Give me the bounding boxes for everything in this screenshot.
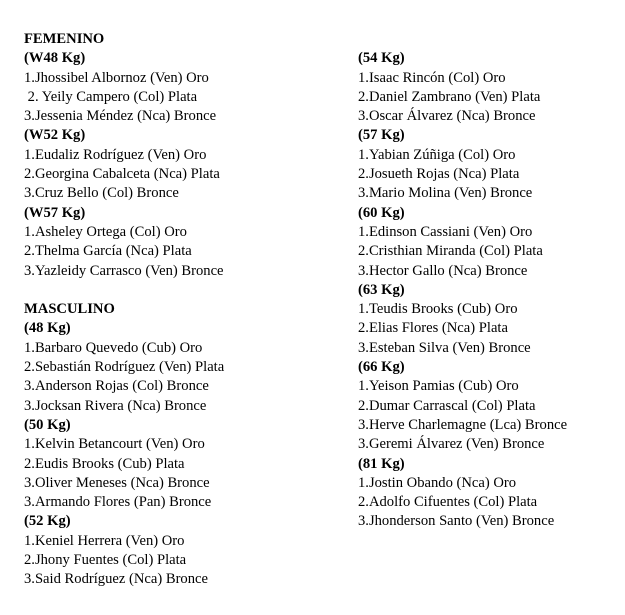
result-line: 3.Geremi Álvarez (Ven) Bronce [358, 436, 545, 453]
weight-class-heading-w48-kg: (W48 Kg) [24, 50, 86, 67]
result-line: 3.Said Rodríguez (Nca) Bronce [24, 571, 208, 588]
result-line: 2.Jhony Fuentes (Col) Plata [24, 552, 187, 569]
result-line: 2.Eudis Brooks (Cub) Plata [24, 455, 185, 472]
result-line: 3.Cruz Bello (Col) Bronce [24, 185, 179, 202]
result-line: 1.Barbaro Quevedo (Cub) Oro [24, 339, 203, 356]
result-line: 3.Herve Charlemagne (Lca) Bronce [358, 416, 568, 433]
result-line: 2.Elias Flores (Nca) Plata [358, 320, 508, 337]
left-column [24, 30, 344, 590]
result-line: 3.Mario Molina (Ven) Bronce [358, 185, 533, 202]
result-line: 1.Kelvin Betancourt (Ven) Oro [24, 436, 205, 453]
weight-class-heading-81-kg: (81 Kg) [358, 455, 405, 472]
weight-class-heading-57-kg: (57 Kg) [358, 127, 405, 144]
result-line: 2.Sebastián Rodríguez (Ven) Plata [24, 359, 225, 376]
result-line: 3.Esteban Silva (Ven) Bronce [358, 339, 531, 356]
weight-class-heading-w57-kg: (W57 Kg) [24, 204, 86, 221]
result-line: 2.Cristhian Miranda (Col) Plata [358, 243, 543, 260]
spacer [24, 281, 344, 300]
result-line: 1.Edinson Cassiani (Ven) Oro [358, 223, 533, 240]
weight-class-heading-50-kg: (50 Kg) [24, 416, 71, 433]
weight-class-heading-66-kg: (66 Kg) [358, 359, 405, 376]
result-line: 1.Yeison Pamias (Cub) Oro [358, 378, 519, 395]
weight-class-heading-52-kg: (52 Kg) [24, 513, 71, 530]
result-line: 2.Dumar Carrascal (Col) Plata [358, 397, 536, 414]
weight-class-heading-63-kg: (63 Kg) [358, 281, 405, 298]
result-line: 3.Yazleidy Carrasco (Ven) Bronce [24, 262, 224, 279]
result-line: 1.Jostin Obando (Nca) Oro [358, 474, 517, 491]
result-line: 2.Adolfo Cifuentes (Col) Plata [358, 494, 538, 511]
weight-class-heading-w52-kg: (W52 Kg) [24, 127, 86, 144]
right-column [358, 30, 618, 532]
result-line: 3.Jocksan Rivera (Nca) Bronce [24, 397, 207, 414]
result-line: 1.Teudis Brooks (Cub) Oro [358, 301, 518, 318]
result-line: 3.Jhonderson Santo (Ven) Bronce [358, 513, 555, 530]
result-line: 1.Jhossibel Albornoz (Ven) Oro [24, 69, 209, 86]
result-line: 1.Yabian Zúñiga (Col) Oro [358, 146, 516, 163]
result-line: 2.Josueth Rojas (Nca) Plata [358, 166, 520, 183]
result-line: 3.Anderson Rojas (Col) Bronce [24, 378, 209, 395]
weight-class-heading-54-kg: (54 Kg) [358, 50, 405, 67]
result-line: 2. Yeily Campero (Col) Plata [24, 88, 198, 105]
result-line: 2.Thelma García (Nca) Plata [24, 243, 192, 260]
result-line: 2.Georgina Cabalceta (Nca) Plata [24, 166, 220, 183]
result-line: 3.Oliver Meneses (Nca) Bronce [24, 474, 210, 491]
result-line: 1.Keniel Herrera (Ven) Oro [24, 532, 185, 549]
result-line: 1.Eudaliz Rodríguez (Ven) Oro [24, 146, 207, 163]
result-line: 2.Daniel Zambrano (Ven) Plata [358, 88, 541, 105]
section-heading-femenino: FEMENINO [24, 31, 105, 47]
result-line: 3.Oscar Álvarez (Nca) Bronce [358, 108, 536, 125]
result-line: 3.Jessenia Méndez (Nca) Bronce [24, 108, 217, 125]
spacer [358, 30, 618, 49]
weight-class-heading-60-kg: (60 Kg) [358, 204, 405, 221]
result-line: 3.Armando Flores (Pan) Bronce [24, 494, 212, 511]
section-heading-masculino: MASCULINO [24, 301, 115, 318]
result-line: 3.Hector Gallo (Nca) Bronce [358, 262, 528, 279]
weight-class-heading-48-kg: (48 Kg) [24, 320, 71, 337]
result-line: 1.Isaac Rincón (Col) Oro [358, 69, 506, 86]
result-line: 1.Asheley Ortega (Col) Oro [24, 223, 187, 240]
